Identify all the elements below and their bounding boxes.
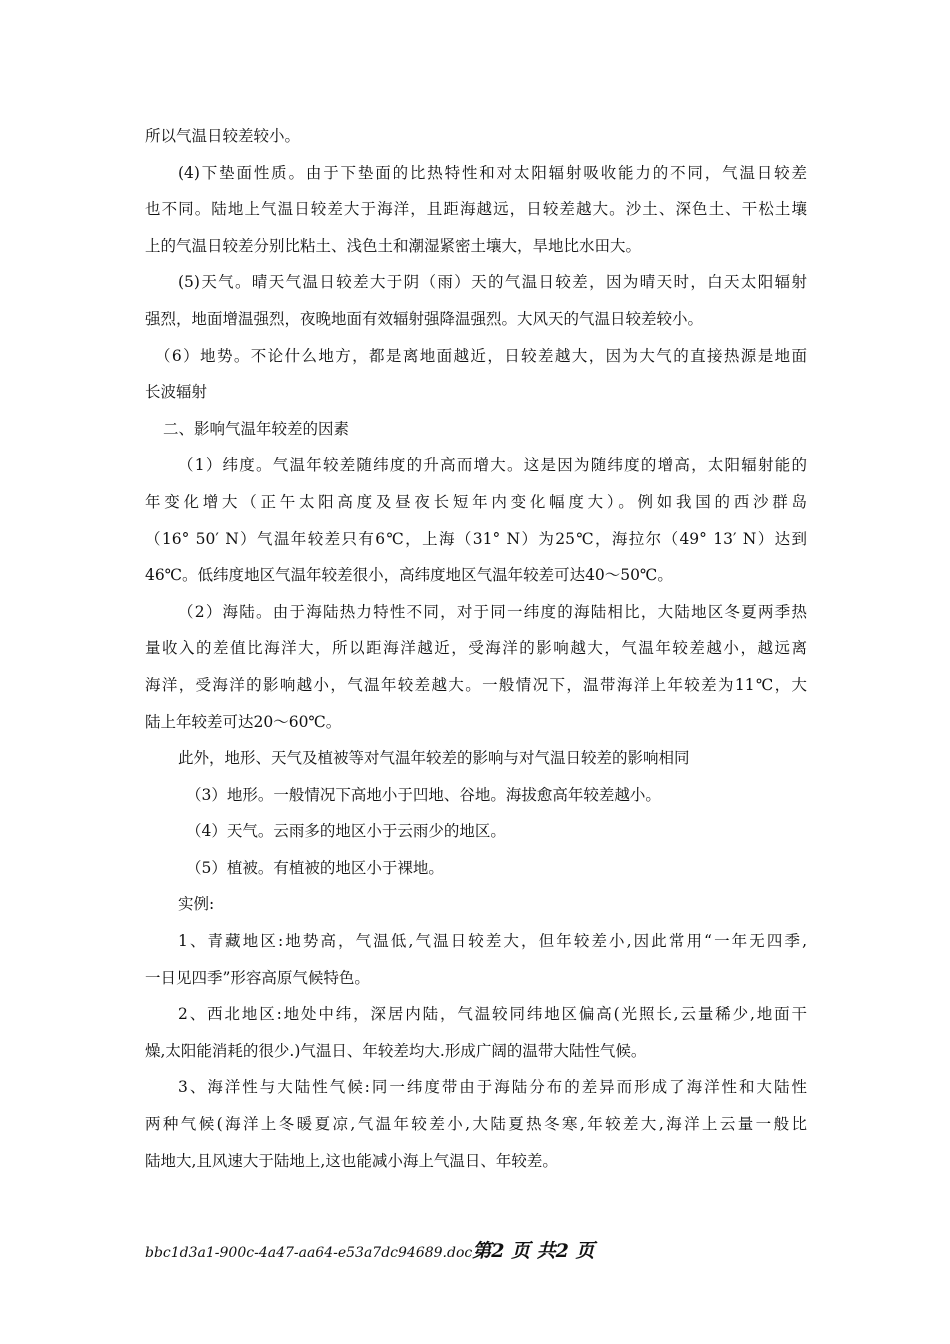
text-line: 46℃。低纬度地区气温年较差很小，高纬度地区气温年较差可达40～50℃。 bbox=[145, 566, 673, 585]
text-line: （5）植被。有植被的地区小于裸地。 bbox=[186, 858, 444, 877]
text-line: 燥,太阳能消耗的很少.)气温日、年较差均大.形成广阔的温带大陆性气候。 bbox=[145, 1041, 647, 1060]
text-line: 一日见四季”形容高原气候特色。 bbox=[145, 968, 370, 987]
text-line: (4)下垫面性质。由于下垫面的比热特性和对太阳辐射吸收能力的不同，气温日较差 bbox=[178, 163, 807, 182]
text-line: 海洋，受海洋的影响越小，气温年较差越大。一般情况下，温带海洋上年较差为11℃，大 bbox=[145, 675, 807, 694]
text-line: 2、西北地区:地处中纬，深居内陆，气温较同纬地区偏高(光照长,云量稀少,地面干 bbox=[178, 1005, 807, 1024]
text-line: 也不同。陆地上气温日较差大于海洋，且距海越远，日较差越大。沙土、深色土、干松土壤 bbox=[145, 200, 807, 219]
text-line: （4）天气。云雨多的地区小于云雨少的地区。 bbox=[186, 822, 506, 841]
text-line: （16° 50′ N）气温年较差只有6℃，上海（31° N）为25℃，海拉尔（49° 13′ N）达到 bbox=[145, 529, 807, 548]
text-line: （6）地势。不论什么地方，都是离地面越近，日较差越大，因为大气的直接热源是地面 bbox=[155, 346, 807, 365]
text-line: 陆地大,且风速大于陆地上,这也能减小海上气温日、年较差。 bbox=[145, 1151, 558, 1170]
text-line: 实例: bbox=[178, 895, 215, 914]
page-footer bbox=[145, 1236, 595, 1263]
document-body bbox=[145, 118, 807, 1179]
text-line: 此外，地形、天气及植被等对气温年较差的影响与对气温日较差的影响相同 bbox=[178, 749, 690, 768]
text-line: 3、海洋性与大陆性气候:同一纬度带由于海陆分布的差异而形成了海洋性和大陆性 bbox=[178, 1078, 807, 1097]
text-line: 1、青藏地区:地势高，气温低,气温日较差大，但年较差小,因此常用“一年无四季, bbox=[178, 932, 807, 951]
footer-page-number: 第2 页 共2 页 bbox=[472, 1240, 595, 1262]
text-line: 所以气温日较差较小。 bbox=[145, 127, 301, 145]
text-line: 长波辐射 bbox=[145, 383, 208, 402]
text-line: 上的气温日较差分别比粘土、浅色土和潮湿紧密土壤大，旱地比水田大。 bbox=[145, 236, 642, 255]
text-line: 陆上年较差可达20～60℃。 bbox=[145, 712, 342, 731]
text-line: (5)天气。晴天气温日较差大于阴（雨）天的气温日较差，因为晴天时，白天太阳辐射 bbox=[178, 273, 807, 292]
text-line: （1）纬度。气温年较差随纬度的升高而增大。这是因为随纬度的增高，太阳辐射能的 bbox=[178, 456, 807, 475]
footer-filename: bbc1d3a1-900c-4a47-aa64-e53a7dc94689.doc bbox=[145, 1245, 473, 1261]
text-line: 两种气候(海洋上冬暖夏凉,气温年较差小,大陆夏热冬寒,年较差大,海洋上云量一般比 bbox=[145, 1115, 807, 1134]
text-line: （2）海陆。由于海陆热力特性不同，对于同一纬度的海陆相比，大陆地区冬夏两季热 bbox=[178, 602, 807, 621]
text-line: 年变化增大（正午太阳高度及昼夜长短年内变化幅度大）。例如我国的西沙群岛 bbox=[145, 492, 807, 511]
section-heading: 二、影响气温年较差的因素 bbox=[163, 419, 350, 438]
text-line: （3）地形。一般情况下高地小于凹地、谷地。海拔愈高年较差越小。 bbox=[186, 785, 661, 804]
text-line: 强烈，地面增温强烈，夜晚地面有效辐射强降温强烈。大风天的气温日较差较小。 bbox=[145, 309, 704, 328]
text-line: 量收入的差值比海洋大，所以距海洋越近，受海洋的影响越大，气温年较差越小，越远离 bbox=[145, 639, 807, 658]
